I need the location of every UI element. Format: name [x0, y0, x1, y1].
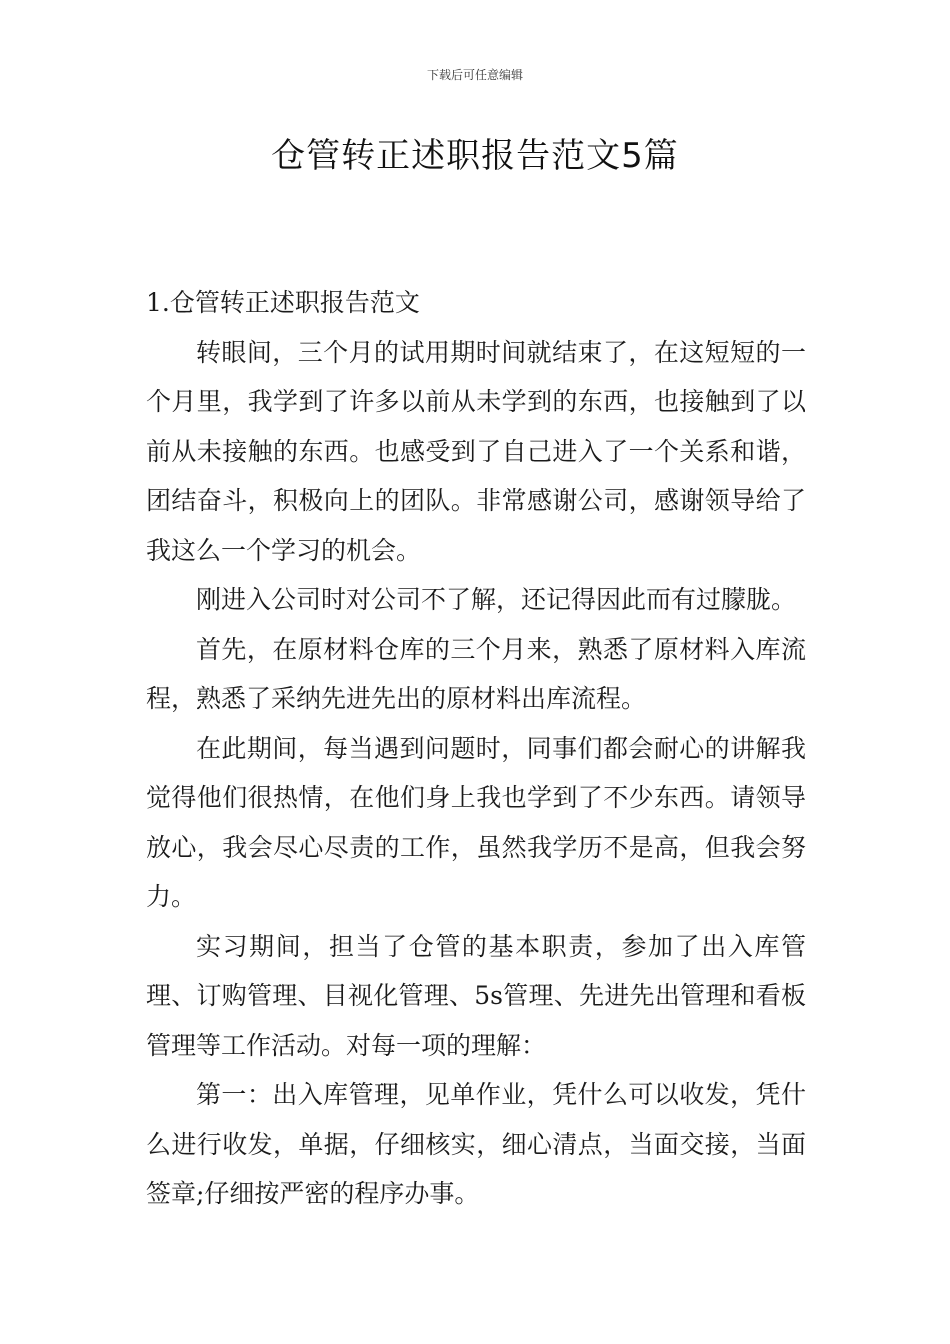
paragraph: 转眼间，三个月的试用期时间就结束了，在这短短的一个月里，我学到了许多以前从未学到的东西，也接触到了以前从未接触的东西。也感受到了自己进入了一个关系和谐，团结奋斗，积极向上的团队。非常感谢公司，感谢领导给了我这么一个学习的机会。: [146, 337, 806, 565]
document-body: [146, 278, 806, 1219]
paragraph: 实习期间，担当了仓管的基本职责，参加了出入库管理、订购管理、目视化管理、5s管理、先进先出管理和看板管理等工作活动。对每一项的理解：: [146, 931, 806, 1060]
section-heading: 1.仓管转正述职报告范文: [146, 288, 420, 317]
paragraph: 首先，在原材料仓库的三个月来，熟悉了原材料入库流程，熟悉了采纳先进先出的原材料出库流程。: [146, 634, 806, 713]
paragraph: 在此期间，每当遇到问题时，同事们都会耐心的讲解我觉得他们很热情，在他们身上我也学到了不少东西。请领导放心，我会尽心尽责的工作，虽然我学历不是高，但我会努力。: [146, 733, 806, 911]
header-note: 下载后可任意编辑: [426, 68, 523, 82]
paragraph: 第一：出入库管理，见单作业，凭什么可以收发，凭什么进行收发，单据，仔细核实，细心清点，当面交接，当面签章;仔细按严密的程序办事。: [146, 1080, 806, 1208]
paragraph: 刚进入公司时对公司不了解，还记得因此而有过朦胧。: [196, 585, 797, 614]
document-title: 仓管转正述职报告范文5篇: [271, 136, 679, 176]
